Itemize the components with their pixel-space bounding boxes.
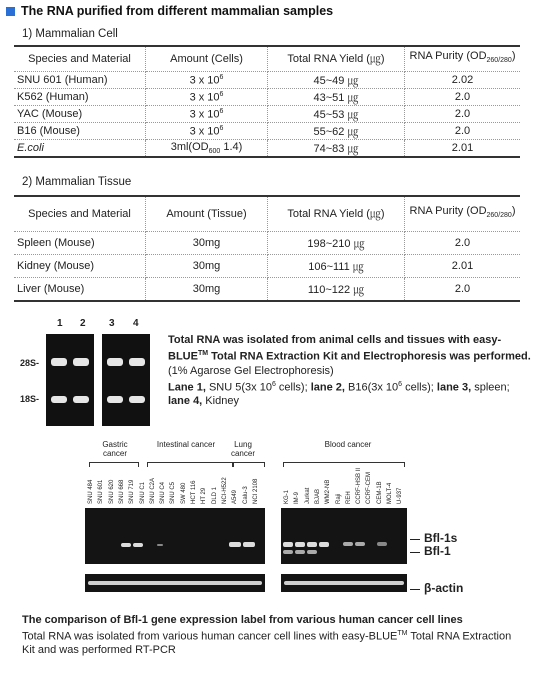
header-square-icon bbox=[6, 7, 15, 16]
gel-panel-left bbox=[46, 334, 94, 426]
lane-label: CCRF-HSB II bbox=[356, 468, 363, 504]
lane-label: SNU C5 bbox=[170, 481, 177, 504]
lane-label: SNU 601 bbox=[98, 479, 105, 504]
caption-title: The comparison of Bfl-1 gene expression label from various human cancer cell lines bbox=[22, 614, 463, 626]
lane-label: HT 29 bbox=[201, 487, 208, 504]
lane-label: SNU 484 bbox=[88, 479, 94, 504]
desc-line-1: Total RNA was isolated from animal cells and tissues with easy-BLUE™ Total RNA Extraction Kit and Electrophoresis was performed. bbox=[168, 334, 531, 363]
table-row bbox=[14, 255, 520, 278]
col-header: Amount (Tissue) bbox=[146, 196, 268, 232]
col-header: Species and Material bbox=[14, 196, 146, 232]
table-row bbox=[14, 106, 520, 123]
page-title: The RNA purified from different mammalian samples bbox=[21, 4, 334, 18]
cell: 2.01 bbox=[405, 255, 521, 278]
lane-label: IM-9 bbox=[294, 492, 301, 504]
cell: Kidney (Mouse) bbox=[14, 255, 146, 278]
lane-label: SNU 620 bbox=[108, 479, 115, 504]
lane-label: KG-1 bbox=[284, 489, 290, 504]
lane-label: SNU 668 bbox=[118, 479, 125, 504]
lane-label: DLD 1 bbox=[211, 486, 218, 504]
col-header: RNA Purity $(OD_{260/280})$ bbox=[405, 46, 521, 72]
col-header: Amount (Cells) bbox=[146, 46, 268, 72]
cell: E.coli bbox=[14, 140, 146, 158]
cell: 3 x $10^6$ bbox=[146, 72, 268, 89]
table-row bbox=[14, 232, 520, 255]
desc-line-2: (1% Agarose Gel Electrophoresis) bbox=[168, 364, 334, 377]
cell: B16 (Mouse) bbox=[14, 123, 146, 140]
lane-label: SW 480 bbox=[180, 482, 187, 504]
lane-label: A549 bbox=[232, 489, 239, 504]
group-blood: Blood cancer bbox=[324, 440, 372, 449]
cell: 3 x $10^6$ bbox=[146, 123, 268, 140]
cell: 2.0 bbox=[405, 232, 521, 255]
cell: Spleen (Mouse) bbox=[14, 232, 146, 255]
cell: $3ml(OD_{600}$ 1.4) bbox=[146, 140, 268, 158]
section-1-label: 1) Mammalian Cell bbox=[22, 28, 118, 40]
table-row bbox=[14, 72, 520, 89]
lane-label: Raji bbox=[335, 493, 342, 504]
lane-label: U-937 bbox=[397, 487, 404, 504]
figure-caption bbox=[22, 614, 522, 657]
cell: Liver (Mouse) bbox=[14, 278, 146, 302]
group-lung: Lung cancer bbox=[230, 440, 255, 458]
cell: 74~83 ㎍ bbox=[268, 140, 405, 158]
lane-number: 1 bbox=[57, 318, 63, 329]
section-2-label: 2) Mammalian Tissue bbox=[22, 176, 132, 188]
cell: 30mg bbox=[146, 255, 268, 278]
bfl1-panel-left bbox=[85, 508, 265, 564]
lane-label: SNU 719 bbox=[129, 479, 136, 504]
table-row bbox=[14, 140, 520, 158]
bfl1-panel-right bbox=[281, 508, 407, 564]
cell: 110~122 ㎍ bbox=[268, 278, 405, 302]
lane-label: WM2-NB bbox=[325, 479, 332, 504]
cell-table bbox=[14, 45, 520, 158]
col-header: Species and Material bbox=[14, 46, 146, 72]
cell: 3 x $10^6$ bbox=[146, 106, 268, 123]
cell: 55~62 ㎍ bbox=[268, 123, 405, 140]
gel-description bbox=[168, 333, 533, 408]
lane-label: REH bbox=[345, 491, 352, 504]
cell: 3 x $10^6$ bbox=[146, 89, 268, 106]
lane-number: 3 bbox=[109, 318, 115, 329]
cell: YAC (Mouse) bbox=[14, 106, 146, 123]
lane-label: NCI-H522 bbox=[221, 477, 228, 504]
table-row bbox=[14, 89, 520, 106]
cell: 2.0 bbox=[405, 123, 521, 140]
cell: 30mg bbox=[146, 278, 268, 302]
cell: 30mg bbox=[146, 232, 268, 255]
cell: 2.0 bbox=[405, 89, 521, 106]
lane-number: 2 bbox=[80, 318, 86, 329]
cell: 45~49 ㎍ bbox=[268, 72, 405, 89]
group-gastric: Gastric cancer bbox=[102, 440, 128, 458]
actin-panel-right bbox=[281, 574, 407, 592]
cell: 2.01 bbox=[451, 142, 474, 154]
cell: 43~51 ㎍ bbox=[268, 89, 405, 106]
lane-label: SNU C1 bbox=[139, 481, 146, 504]
marker-28s: 28S- bbox=[20, 358, 40, 368]
lane-label: MOLT-4 bbox=[387, 482, 393, 504]
label-bfl1s: Bfl-1s bbox=[424, 531, 458, 545]
actin-panel-left bbox=[85, 574, 265, 592]
tissue-table bbox=[14, 195, 520, 302]
lane-label: Calu-3 bbox=[242, 486, 249, 504]
lane-label: CCRF-CEM bbox=[366, 472, 373, 504]
lane-label: SNU C2A bbox=[149, 477, 156, 504]
cell: SNU 601 (Human) bbox=[14, 72, 146, 89]
lane-label: BJAB bbox=[314, 488, 321, 504]
table-row bbox=[14, 278, 520, 302]
lane-number: 4 bbox=[133, 318, 139, 329]
cell: 198~210 ㎍ bbox=[268, 232, 405, 255]
marker-18s: 18S- bbox=[20, 394, 40, 404]
cell: 2.0 bbox=[405, 106, 521, 123]
caption-body: Total RNA was isolated from various human cancer cell lines with easy-BLUE™ Total RNA Extraction Kit and was performed RT-PCR bbox=[22, 630, 512, 656]
lane-label: Jurkat bbox=[304, 487, 311, 504]
gel-panel-right bbox=[102, 334, 150, 426]
col-header: Total RNA Yield (㎍) bbox=[268, 46, 405, 72]
lane-label: HCT 116 bbox=[191, 480, 197, 504]
desc-line-3: Lane 1, SNU 5(3x $10^6$ cells); lane 2, B16(3x $10^6$ cells); lane 3, spleen; lane 4, Kidney bbox=[168, 380, 510, 408]
lane-label: NCI 2108 bbox=[252, 478, 259, 504]
label-actin: β-actin bbox=[424, 581, 464, 595]
table-row bbox=[14, 123, 520, 140]
col-header: RNA Purity $(OD_{260/280})$ bbox=[405, 196, 521, 232]
lane-label: CEM-1B bbox=[376, 481, 383, 504]
cell: K562 (Human) bbox=[14, 89, 146, 106]
page-header bbox=[6, 4, 333, 18]
lane-label: SNU C4 bbox=[160, 481, 167, 504]
col-header: Total RNA Yield (㎍) bbox=[268, 196, 405, 232]
cell: 45~53 ㎍ bbox=[268, 106, 405, 123]
label-bfl1: Bfl-1 bbox=[424, 544, 451, 558]
cell: 2.0 bbox=[454, 283, 471, 295]
group-intestinal: Intestinal cancer bbox=[156, 440, 216, 449]
cell: 106~111 ㎍ bbox=[268, 255, 405, 278]
cell: 2.02 bbox=[405, 72, 521, 89]
